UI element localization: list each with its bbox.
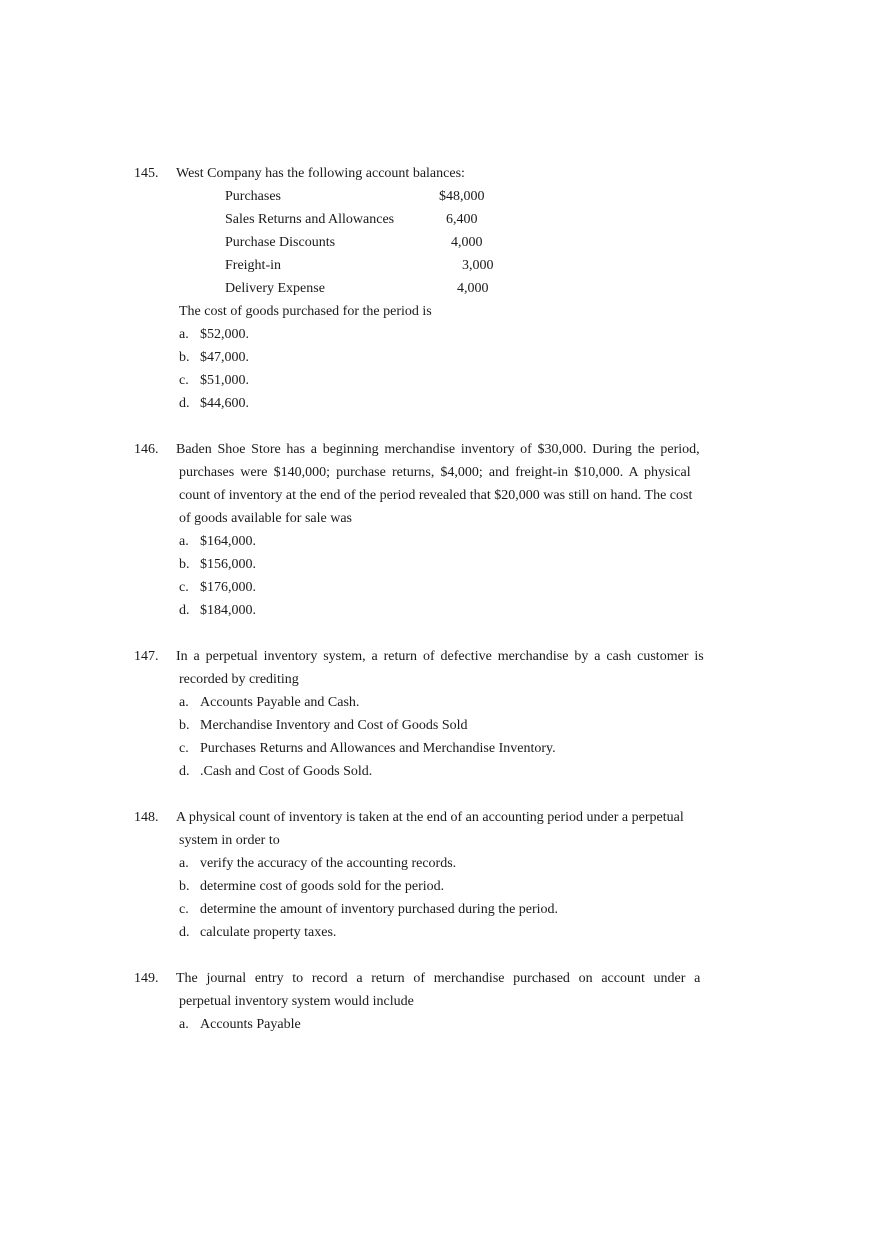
option-letter: c. bbox=[179, 902, 189, 917]
option-text: $164,000. bbox=[200, 534, 256, 549]
option-text: verify the accuracy of the accounting records. bbox=[200, 856, 457, 871]
option-text: Accounts Payable bbox=[200, 1017, 301, 1032]
account-amount: 6,400 bbox=[446, 212, 478, 227]
question-stem: West Company has the following account balances: bbox=[176, 166, 465, 181]
question-number: 145. bbox=[134, 166, 159, 181]
option-text: Purchases Returns and Allowances and Merchandise Inventory. bbox=[200, 741, 556, 756]
option-letter: d. bbox=[179, 603, 190, 618]
account-amount: 4,000 bbox=[457, 281, 489, 296]
option-text: calculate property taxes. bbox=[200, 925, 337, 940]
option-letter: d. bbox=[179, 925, 190, 940]
option-letter: b. bbox=[179, 718, 190, 733]
question-number: 148. bbox=[134, 810, 159, 825]
option-letter: c. bbox=[179, 580, 189, 595]
question-stem-line: The journal entry to record a return of merchandise purchased on account under a bbox=[176, 971, 701, 986]
option-letter: a. bbox=[179, 856, 189, 871]
option-text: $44,600. bbox=[200, 396, 249, 411]
option-letter: d. bbox=[179, 396, 190, 411]
question-stem-line: count of inventory at the end of the period revealed that $20,000 was still on hand. The cost bbox=[179, 488, 693, 503]
account-amount: $48,000 bbox=[439, 189, 485, 204]
option-text: Accounts Payable and Cash. bbox=[200, 695, 360, 710]
option-text: .Cash and Cost of Goods Sold. bbox=[200, 764, 373, 779]
question-number: 149. bbox=[134, 971, 159, 986]
question-number: 147. bbox=[134, 649, 159, 664]
account-name: Freight-in bbox=[225, 258, 281, 273]
account-amount: 4,000 bbox=[451, 235, 483, 250]
question-stem-line: perpetual inventory system would include bbox=[179, 994, 414, 1009]
account-name: Delivery Expense bbox=[225, 281, 325, 296]
question-stem-line: of goods available for sale was bbox=[179, 511, 352, 526]
option-text: $52,000. bbox=[200, 327, 249, 342]
question-stem-line: recorded by crediting bbox=[179, 672, 299, 687]
question-stem-line: purchases were $140,000; purchase returns, $4,000; and freight-in $10,000. A physical bbox=[179, 465, 691, 480]
question-stem-tail: The cost of goods purchased for the period is bbox=[179, 304, 432, 319]
option-text: $184,000. bbox=[200, 603, 256, 618]
option-letter: a. bbox=[179, 695, 189, 710]
option-letter: c. bbox=[179, 741, 189, 756]
option-text: determine the amount of inventory purchased during the period. bbox=[200, 902, 559, 917]
question-stem-line: A physical count of inventory is taken at the end of an accounting period under a perpetual bbox=[176, 810, 684, 825]
option-text: Merchandise Inventory and Cost of Goods Sold bbox=[200, 718, 468, 733]
option-text: $47,000. bbox=[200, 350, 249, 365]
account-name: Purchase Discounts bbox=[225, 235, 336, 250]
option-letter: c. bbox=[179, 373, 189, 388]
account-name: Sales Returns and Allowances bbox=[225, 212, 395, 227]
option-text: $51,000. bbox=[200, 373, 249, 388]
option-text: determine cost of goods sold for the period. bbox=[200, 879, 445, 894]
question-number: 146. bbox=[134, 442, 159, 457]
option-letter: a. bbox=[179, 327, 189, 342]
option-text: $156,000. bbox=[200, 557, 256, 572]
option-letter: a. bbox=[179, 534, 189, 549]
option-letter: b. bbox=[179, 879, 190, 894]
question-stem-line: system in order to bbox=[179, 833, 280, 848]
option-letter: d. bbox=[179, 764, 190, 779]
option-text: $176,000. bbox=[200, 580, 256, 595]
account-amount: 3,000 bbox=[462, 258, 494, 273]
question-stem-line: Baden Shoe Store has a beginning merchandise inventory of $30,000. During the period, bbox=[176, 442, 700, 457]
option-letter: a. bbox=[179, 1017, 189, 1032]
option-letter: b. bbox=[179, 557, 190, 572]
account-name: Purchases bbox=[225, 189, 281, 204]
question-stem-line: In a perpetual inventory system, a return of defective merchandise by a cash customer is bbox=[176, 649, 704, 664]
option-letter: b. bbox=[179, 350, 190, 365]
